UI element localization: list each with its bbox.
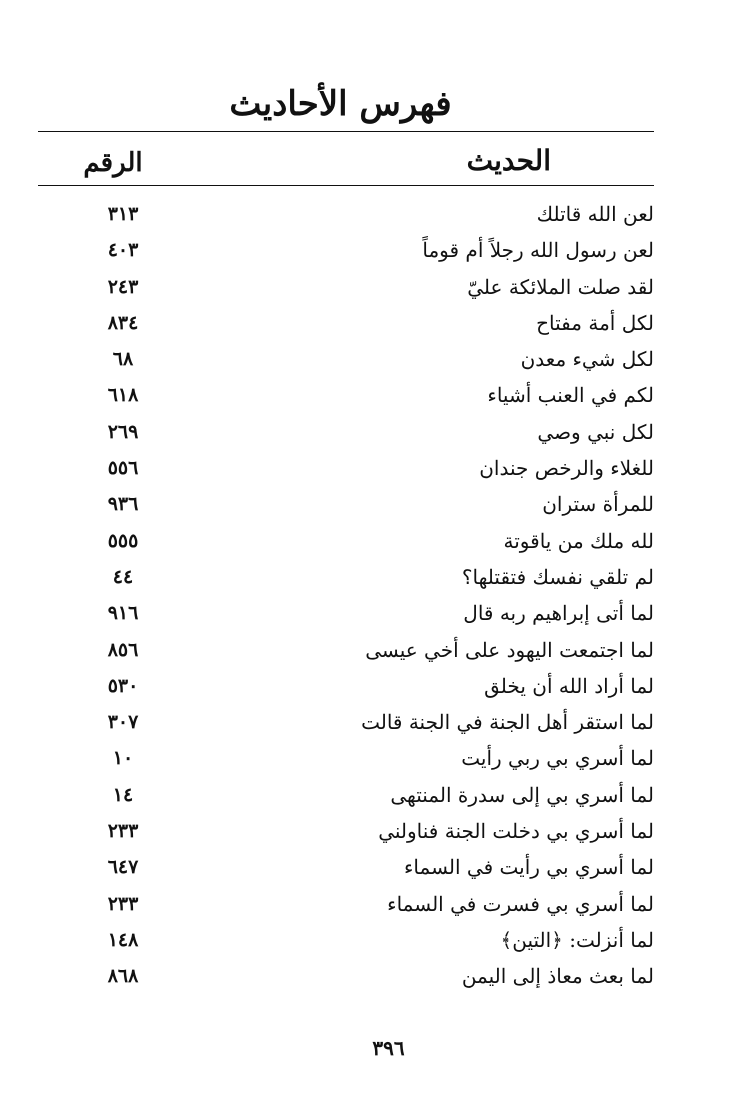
list-item <box>38 777 654 813</box>
hadith-text: لما أتى إبراهيم ربه قال <box>463 601 654 626</box>
hadith-text: لما استقر أهل الجنة في الجنة قالت <box>361 710 654 735</box>
hadith-number: ٩٣٦ <box>107 493 139 516</box>
page-number: ٣٩٦ <box>372 1036 405 1060</box>
list-item <box>38 341 654 377</box>
list-item <box>38 849 654 885</box>
hadith-number: ٥٥٦ <box>107 457 139 480</box>
hadith-number: ٥٣٠ <box>107 674 139 697</box>
hadith-number: ٨٥٦ <box>107 638 139 661</box>
hadith-text: لما أسري بي دخلت الجنة فناولني <box>378 819 654 844</box>
hadith-number: ٤٤ <box>112 565 134 588</box>
hadith-number: ٩١٦ <box>107 602 139 625</box>
list-item <box>38 958 654 994</box>
hadith-number: ٢٣٣ <box>107 892 139 915</box>
list-item <box>38 196 654 232</box>
hadith-number: ٢٦٩ <box>107 420 139 443</box>
header-bottom-rule <box>38 185 654 186</box>
hadith-number: ٣٠٧ <box>107 711 139 734</box>
hadith-text: لكل أمة مفتاح <box>536 310 654 335</box>
list-item <box>38 740 654 776</box>
hadith-number: ٥٥٥ <box>107 529 139 552</box>
hadith-number: ٢٣٣ <box>107 820 139 843</box>
list-item <box>38 523 654 559</box>
hadith-text: للغلاء والرخص جندان <box>479 456 654 481</box>
hadith-number: ٦٨ <box>112 348 134 371</box>
list-item <box>38 559 654 595</box>
hadith-text: لم تلقي نفسك فتقتلها؟ <box>461 564 654 589</box>
list-item <box>38 668 654 704</box>
hadith-text: لكل شيء معدن <box>520 347 654 372</box>
list-item <box>38 922 654 958</box>
hadith-text: لكم في العنب أشياء <box>487 383 654 408</box>
hadith-number: ١٤ <box>112 783 134 806</box>
hadith-number: ٦١٨ <box>107 384 139 407</box>
hadith-text: لقد صلت الملائكة عليّ <box>467 274 654 299</box>
list-item <box>38 704 654 740</box>
hadith-text: للمرأة ستران <box>542 492 654 517</box>
hadith-index-list <box>38 196 654 995</box>
list-item <box>38 813 654 849</box>
hadith-number: ٤٠٣ <box>107 239 139 262</box>
hadith-text: لله ملك من ياقوتة <box>503 528 654 553</box>
hadith-number: ٨٣٤ <box>107 311 139 334</box>
hadith-text: لما أسري بي رأيت في السماء <box>404 855 654 880</box>
column-header-number: الرقم <box>83 148 143 178</box>
page-title: فهرس الأحاديث <box>229 84 452 124</box>
hadith-text: لما أراد الله أن يخلق <box>484 673 654 698</box>
hadith-number: ٦٤٧ <box>107 856 139 879</box>
list-item <box>38 886 654 922</box>
hadith-text: لكل نبي وصي <box>537 419 654 444</box>
hadith-text: لما أسري بي ربي رأيت <box>461 746 654 771</box>
hadith-number: ٢٤٣ <box>107 275 139 298</box>
hadith-text: لعن الله قاتلك <box>536 202 654 226</box>
list-item <box>38 450 654 486</box>
list-item <box>38 377 654 413</box>
hadith-number: ١٤٨ <box>107 928 139 951</box>
list-item <box>38 232 654 268</box>
hadith-text: لما بعث معاذ إلى اليمن <box>461 964 654 989</box>
hadith-text: لما اجتمعت اليهود على أخي عيسى <box>365 637 654 662</box>
hadith-text: لما أسري بي فسرت في السماء <box>387 891 654 916</box>
hadith-text: لعن رسول الله رجلاً أم قوماً <box>422 238 654 263</box>
column-header-hadith: الحديث <box>466 144 551 177</box>
list-item <box>38 305 654 341</box>
list-item <box>38 595 654 631</box>
header-top-rule <box>38 131 654 132</box>
list-item <box>38 486 654 522</box>
list-item <box>38 632 654 668</box>
hadith-text: لما أسري بي إلى سدرة المنتهى <box>390 782 654 807</box>
hadith-text: لما أنزلت: ﴿التين﴾ <box>500 927 654 952</box>
list-item <box>38 414 654 450</box>
list-item <box>38 269 654 305</box>
hadith-number: ٣١٣ <box>107 203 139 225</box>
hadith-number: ٨٦٨ <box>107 965 139 988</box>
hadith-number: ١٠ <box>112 747 134 770</box>
